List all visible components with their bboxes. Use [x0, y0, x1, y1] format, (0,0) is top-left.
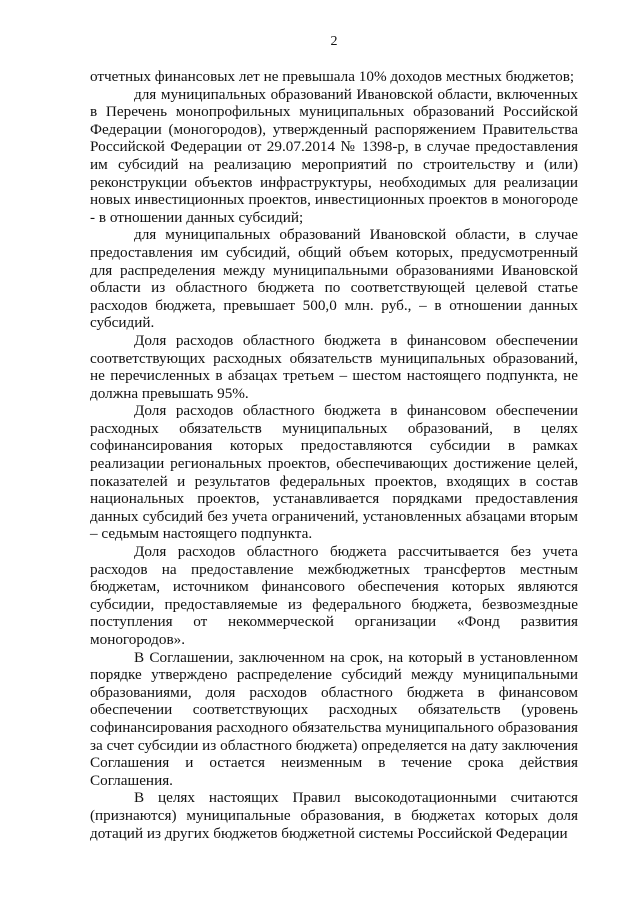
paragraph-6: Доля расходов областного бюджета рассчитывается без учета расходов на предоставление межбюджетных трансфертов местным бюджетам, источником финансового обеспечения которых являются субсидии, предоставляемые из федерального бюджета, безвозмездные поступления от некоммерческой организации «Фонд развития моногородов».	[90, 543, 578, 648]
paragraph-5: Доля расходов областного бюджета в финансовом обеспечении расходных обязательств муниципальных образований, в целях софинансирования которых предоставляются субсидии в рамках реализации региональных проектов, обеспечивающих достижение целей, показателей и результатов федеральных проектов, входящих в состав национальных проектов, устанавливается порядками предоставления данных субсидий без учета ограничений, установленных абзацами вторым – седьмым настоящего подпункта.	[90, 402, 578, 543]
page-number: 2	[330, 34, 338, 49]
paragraph-1: отчетных финансовых лет не превышала 10% доходов местных бюджетов;	[90, 68, 575, 85]
paragraph-3: для муниципальных образований Ивановской области, в случае предоставления им субсидий, общий объем которых, предусмотренный для распределения между муниципальными образованиями Ивановской области из областного бюджета по соответствующей целевой статье расходов бюджета, превышает 500,0 млн. руб., – в отношении данных субсидий.	[90, 226, 578, 332]
paragraph-8: В целях настоящих Правил высокодотационными считаются (признаются) муниципальные образования, в бюджетах которых доля дотаций из других бюджетов бюджетной системы Российской Федерации	[90, 789, 578, 842]
paragraph-7: В Соглашении, заключенном на срок, на который в установленном порядке утверждено распределение субсидий между муниципальными образованиями, доля расходов областного бюджета в финансовом обеспечении соответствующих расходных обязательств (уровень софинансирования расходного обязательства муниципального образования за счет субсидии из областного бюджета) определяется на дату заключения Соглашения и остается неизменным в течение срока действия Соглашения.	[90, 648, 578, 789]
paragraph-4: Доля расходов областного бюджета в финансовом обеспечении соответствующих расходных обязательств муниципальных образований, не перечисленных в абзацах третьем – шестом настоящего подпункта, не должна превышать 95%.	[90, 331, 578, 402]
document-body	[90, 68, 578, 842]
paragraph-2: для муниципальных образований Ивановской области, включенных в Перечень монопрофильных муниципальных образований Российской Федерации (моногородов), утвержденный распоряжением Правительства Российской Федерации от 29.07.2014 № 1398-р, в случае предоставления им субсидий на реализацию мероприятий по строительству и (или) реконструкции объектов инфраструктуры, необходимых для реализации новых инвестиционных проектов, инвестиционных проектов в моногороде - в отношении данных субсидий;	[90, 85, 578, 226]
